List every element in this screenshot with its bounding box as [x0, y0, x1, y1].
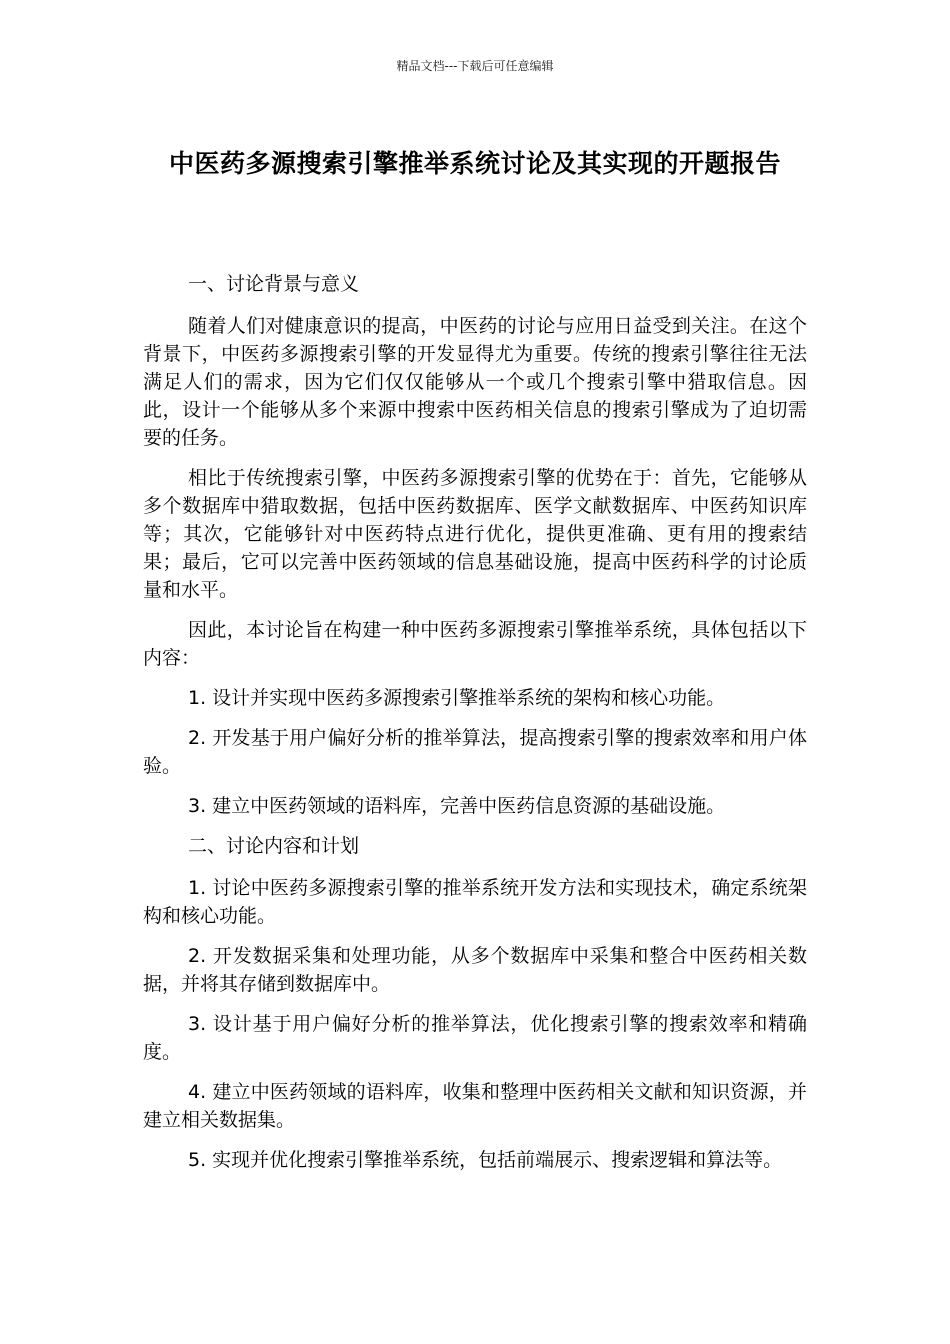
- section-heading-content-plan: 二、讨论内容和计划: [188, 835, 360, 857]
- document-title: 中医药多源搜索引擎推举系统讨论及其实现的开题报告: [168, 149, 781, 178]
- list-item-plan-3: 3. 设计基于用户偏好分析的推举算法，优化搜索引擎的搜索效率和精确度。: [143, 1013, 807, 1063]
- list-item-aim-2: 2. 开发基于用户偏好分析的推举算法，提高搜索引擎的搜索效率和用户体验。: [143, 727, 807, 777]
- paragraph-advantages: 相比于传统搜索引擎，中医药多源搜索引擎的优势在于：首先，它能够从多个数据库中猎取数据，包括中医药数据库、医学文献数据库、中医药知识库等；其次，它能够针对中医药特点进行优化，提供更准确、更有用的搜索结果；最后，它可以完善中医药领域的信息基础设施，提高中医药科学的讨论质量和水平。: [143, 467, 807, 601]
- document-body: [143, 270, 807, 1186]
- list-item-plan-2: 2. 开发数据采集和处理功能，从多个数据库中采集和整合中医药相关数据，并将其存储到数据库中。: [143, 945, 807, 995]
- page-header-watermark: 精品文档---下载后可任意编辑: [396, 59, 554, 73]
- list-item-plan-5: 5. 实现并优化搜索引擎推举系统，包括前端展示、搜索逻辑和算法等。: [188, 1149, 783, 1171]
- section-heading-background: 一、讨论背景与意义: [188, 273, 360, 295]
- list-item-aim-3: 3. 建立中医药领域的语料库，完善中医药信息资源的基础设施。: [188, 795, 726, 817]
- list-item-plan-1: 1. 讨论中医药多源搜索引擎的推举系统开发方法和实现技术，确定系统架构和核心功能。: [143, 877, 807, 927]
- paragraph-research-aim: 因此，本讨论旨在构建一种中医药多源搜索引擎推举系统，具体包括以下内容：: [143, 619, 807, 669]
- paragraph-background-intro: 随着人们对健康意识的提高，中医药的讨论与应用日益受到关注。在这个背景下，中医药多源搜索引擎的开发显得尤为重要。传统的搜索引擎往往无法满足人们的需求，因为它们仅仅能够从一个或几个搜索引擎中猎取信息。因此，设计一个能够从多个来源中搜索中医药相关信息的搜索引擎成为了迫切需要的任务。: [143, 315, 807, 449]
- list-item-plan-4: 4. 建立中医药领域的语料库，收集和整理中医药相关文献和知识资源，并建立相关数据集。: [143, 1081, 807, 1131]
- list-item-aim-1: 1. 设计并实现中医药多源搜索引擎推举系统的架构和核心功能。: [188, 687, 726, 709]
